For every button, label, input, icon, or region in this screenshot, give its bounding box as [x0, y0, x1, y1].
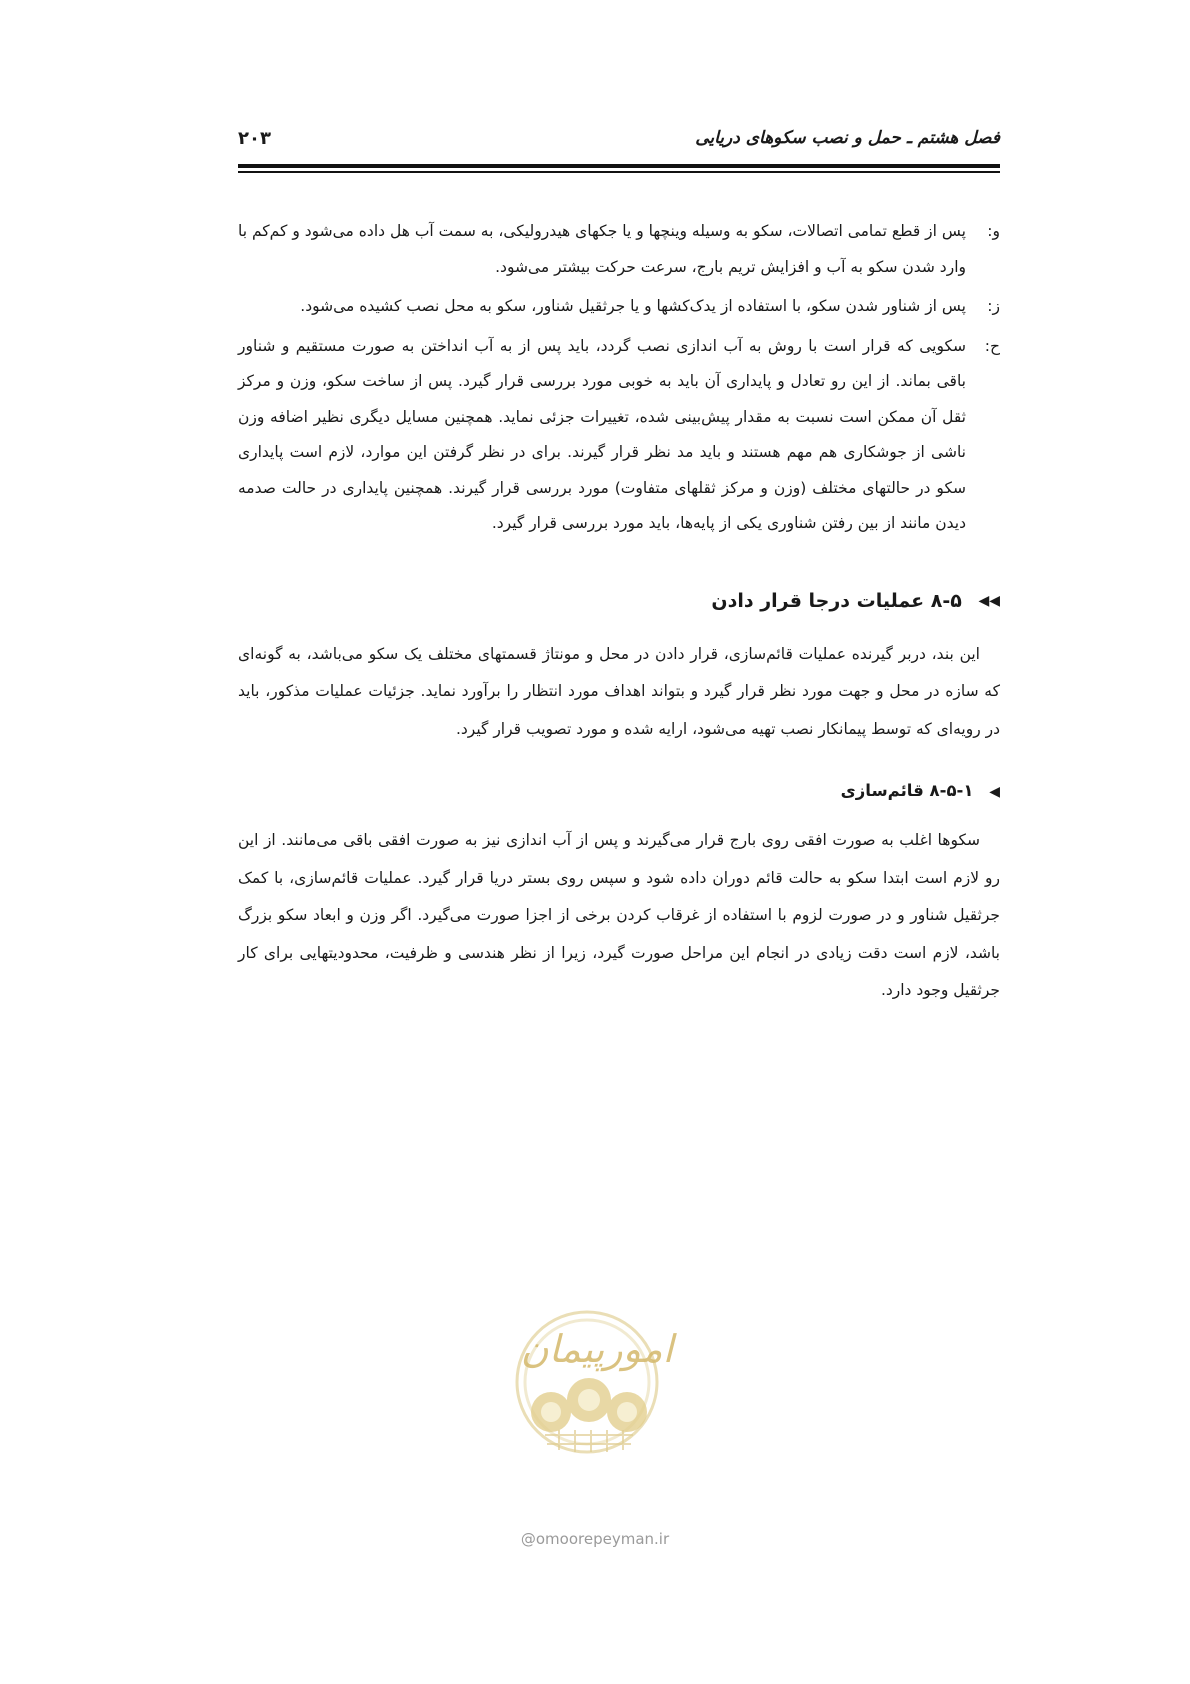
watermark-seal-icon — [485, 1290, 690, 1455]
item-marker: و: — [987, 222, 1000, 240]
list-item — [238, 289, 1000, 325]
header-rule-thin — [238, 171, 1000, 173]
page-content — [238, 214, 1000, 1010]
list-item — [238, 214, 1000, 285]
section-title: ۸-۵ عملیات درجا قرار دادن — [711, 589, 962, 612]
chapter-title: فصل هشتم ـ حمل و نصب سکوهای دریایی — [695, 128, 1000, 148]
subsection-heading — [238, 776, 1000, 806]
subsection-title: ۸-۵-۱ قائم‌سازی — [840, 781, 974, 800]
watermark-site: @omoorepeyman.ir — [520, 1530, 670, 1548]
item-marker: ح: — [984, 336, 1000, 355]
page-number: ۲۰۳ — [238, 128, 271, 149]
subsection-paragraph: سکوها اغلب به صورت افقی روی بارج قرار می‌گیرند و پس از آب اندازی نیز به صورت افقی باقی می‌مانند. از این رو لازم است ابتدا سکو به حالت قائم دوران داده شود و سپس روی بستر دریا قرار گیرد. عملیات قائم‌سازی، با کمک جرثقیل شناور و در صورت لزوم با استفاده از غرقاب کردن برخی از اجزا صورت می‌گیرد. اگر وزن و ابعاد سکو بزرگ باشد، لازم است دقت زیادی در انجام این مراحل صورت گیرد، زیرا از نظر هندسی و ظرفیت، محدودیتهایی برای کار جرثقیل وجود دارد. — [238, 831, 1000, 999]
header-rule-thick — [238, 164, 1000, 168]
svg-text:امورپیمان: امورپیمان — [520, 1327, 674, 1371]
item-marker: ز: — [987, 297, 1000, 315]
watermark-logo — [0, 1290, 1190, 1490]
list-item — [238, 329, 1000, 542]
arrow-icon: ◀ — [989, 783, 1000, 800]
section-heading — [238, 584, 1000, 618]
item-text: سکویی که قرار است با روش به آب اندازی نصب گردد، باید پس از به آب انداختن به صورت مستقیم و شناور باقی بماند. از این رو تعادل و پایداری آن باید به خوبی مورد بررسی قرار گیرد. پس از ساخت سکو، وزن و مرکز ثقل آن ممکن است نسبت به مقدار پیش‌بینی شده، تغییرات جزئی نماید. همچنین مسایل دیگری نظیر اضافه وزن ناشی از جوشکاری هم مهم هستند و باید مد نظر قرار گیرند. برای در نظر گرفتن این موارد، لازم است پایداری سکو در حالتهای مختلف (وزن و مرکز ثقلهای متفاوت) مورد بررسی قرار گیرند. همچنین پایداری در حالت صدمه دیدن مانند از بین رفتن شناوری یکی از پایه‌ها، باید مورد بررسی قرار گیرد. — [238, 336, 966, 532]
item-text: پس از شناور شدن سکو، با استفاده از یدک‌کشها و یا جرثقیل شناور، سکو به محل نصب کشیده می‌شود. — [300, 297, 966, 315]
item-text: پس از قطع تمامی اتصالات، سکو به وسیله وینچها و یا جکهای هیدرولیکی، به سمت آب هل داده می‌شود و کم‌کم با وارد شدن سکو به آب و افزایش تریم بارج، سرعت حرکت بیشتر می‌شود. — [238, 222, 966, 276]
section-paragraph: این بند، دربر گیرنده عملیات قائم‌سازی، قرار دادن در محل و مونتاژ قسمتهای مختلف یک سکو می‌باشد، به گونه‌ای که سازه در محل و جهت مورد نظر قرار گیرد و بتواند اهداف مورد انتظار را برآورد نماید. جزئیات عملیات مذکور، باید در رویه‌ای که توسط پیمانکار نصب تهیه می‌شود، ارایه شده و مورد تصویب قرار گیرد. — [238, 644, 1000, 738]
double-arrow-icon: ◀◀ — [978, 593, 1000, 609]
page-header — [238, 128, 1000, 160]
